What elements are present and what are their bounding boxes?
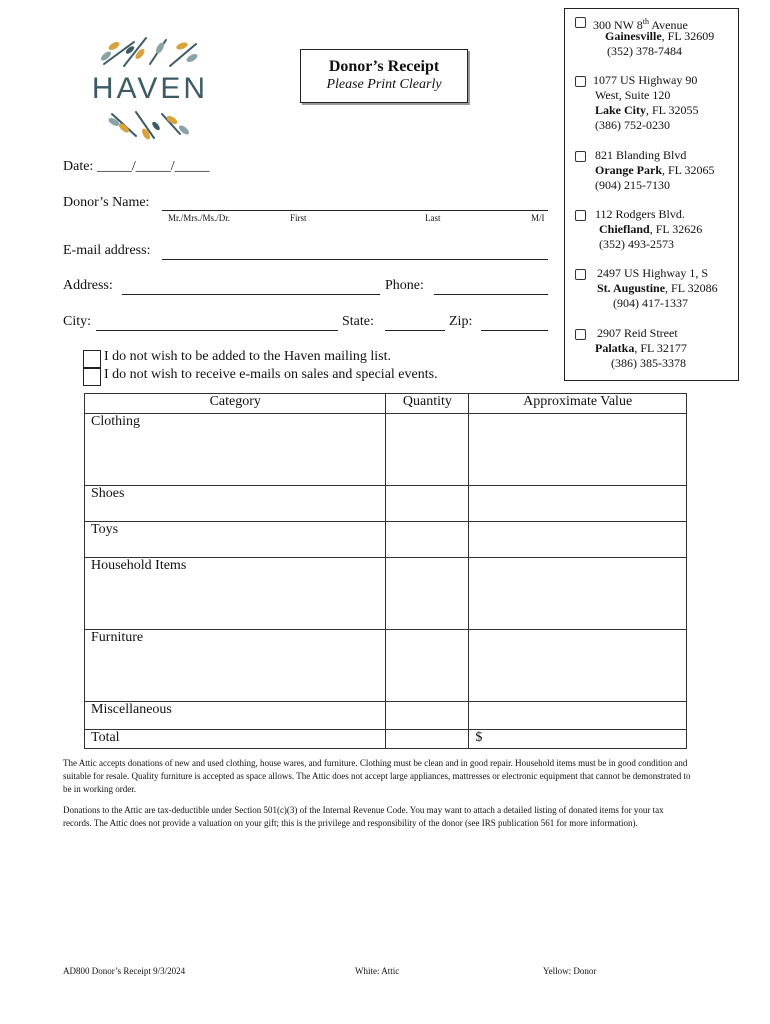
city-field[interactable] — [96, 330, 338, 331]
zip-field[interactable] — [481, 330, 548, 331]
name-first-hint: First — [290, 213, 307, 223]
location-option-lake-city[interactable] — [575, 73, 735, 135]
location-street: 300 NW 8th Avenue — [593, 17, 688, 32]
category-cell: Clothing — [85, 414, 386, 486]
address-label: Address: — [63, 278, 113, 293]
value-header: Approximate Value — [469, 394, 687, 414]
donor-name-label: Donor’s Name: — [63, 195, 150, 210]
location-option-palatka[interactable] — [575, 326, 735, 374]
quantity-cell[interactable] — [386, 522, 469, 558]
date-field[interactable]: Date: _____/_____/_____ — [63, 159, 210, 174]
tax-deduction-text: Donations to the Attic are tax-deductible under Section 501(c)(3) of the Internal Revenue Code. You may want to attach a detailed listing of donated items for your tax records. The Attic does not provide a valuation on your gift; this is the privilege and responsibility of the donor (see IRS publication 561 for more information). — [63, 805, 664, 828]
name-last-hint: Last — [425, 213, 441, 223]
table-row — [85, 630, 687, 702]
location-city: Lake City, FL 32055 — [595, 103, 699, 117]
address-field[interactable] — [122, 294, 380, 295]
total-value-cell[interactable]: $ — [469, 730, 687, 749]
location-street-2: West, Suite 120 — [595, 88, 671, 102]
table-row — [85, 414, 687, 486]
location-phone: (352) 378-7484 — [607, 44, 682, 58]
location-phone: (386) 752-0230 — [595, 118, 670, 132]
page-subtitle: Please Print Clearly — [326, 77, 442, 92]
location-checkbox[interactable] — [575, 329, 586, 340]
locations-box — [564, 8, 739, 381]
donor-name-field[interactable] — [162, 210, 548, 211]
total-label: Total — [85, 730, 386, 749]
city-label: City: — [63, 314, 92, 329]
location-city: Palatka, FL 32177 — [595, 341, 687, 355]
location-checkbox[interactable] — [575, 210, 586, 221]
name-prefix-hint: Mr./Mrs./Ms./Dr. — [168, 213, 231, 223]
location-phone: (352) 493-2573 — [599, 237, 674, 251]
location-city: Chiefland, FL 32626 — [599, 222, 703, 236]
location-option-gainesville[interactable] — [575, 14, 735, 64]
table-row — [85, 486, 687, 522]
quantity-header: Quantity — [386, 394, 469, 414]
name-mi-hint: M/I — [531, 213, 545, 223]
table-row — [85, 522, 687, 558]
category-cell: Miscellaneous — [85, 702, 386, 730]
state-field[interactable] — [385, 330, 445, 331]
value-cell[interactable] — [469, 486, 687, 522]
value-cell[interactable] — [469, 414, 687, 486]
table-row — [85, 702, 687, 730]
email-optout-label: I do not wish to receive e-mails on sales and special events. — [104, 367, 438, 382]
phone-label: Phone: — [385, 278, 424, 293]
location-phone: (904) 215-7130 — [595, 178, 670, 192]
category-header: Category — [85, 394, 386, 414]
total-quantity-cell[interactable] — [386, 730, 469, 749]
donation-table — [84, 393, 687, 749]
location-street: 2907 Reid Street — [597, 326, 678, 340]
location-city: St. Augustine, FL 32086 — [597, 281, 718, 295]
category-cell: Furniture — [85, 630, 386, 702]
location-city: Orange Park, FL 32065 — [595, 163, 715, 177]
mailing-list-optout-checkbox[interactable] — [83, 350, 101, 368]
table-row — [85, 558, 687, 630]
state-label: State: — [342, 314, 374, 329]
location-option-chiefland[interactable] — [575, 207, 735, 255]
location-street: 821 Blanding Blvd — [595, 148, 687, 162]
quantity-cell[interactable] — [386, 702, 469, 730]
category-cell: Household Items — [85, 558, 386, 630]
zip-label: Zip: — [449, 314, 473, 329]
white-copy-label: White: Attic — [355, 966, 400, 976]
category-cell: Toys — [85, 522, 386, 558]
category-cell: Shoes — [85, 486, 386, 522]
table-header-row — [85, 394, 687, 414]
quantity-cell[interactable] — [386, 630, 469, 702]
quantity-cell[interactable] — [386, 558, 469, 630]
email-label: E-mail address: — [63, 243, 151, 258]
location-phone: (386) 385-3378 — [611, 356, 686, 370]
location-street: 112 Rodgers Blvd. — [595, 207, 685, 221]
location-option-st-augustine[interactable] — [575, 266, 735, 314]
value-cell[interactable] — [469, 522, 687, 558]
acceptance-policy-text: The Attic accepts donations of new and used clothing, house wares, and furniture. Clothing must be clean and in good repair. Household items must be in good condition and suitable for resale. Quality furniture is accepted as space allows. The Attic does not accept large appliances, mattresses or electronic equipment that cannot be demonstrated to be in working order. — [63, 758, 691, 794]
yellow-copy-label: Yellow: Donor — [543, 966, 597, 976]
page-title: Donor’s Receipt — [328, 58, 440, 75]
quantity-cell[interactable] — [386, 486, 469, 522]
email-field[interactable] — [162, 259, 548, 260]
value-cell[interactable] — [469, 558, 687, 630]
value-cell[interactable] — [469, 702, 687, 730]
location-checkbox[interactable] — [575, 269, 586, 280]
quantity-cell[interactable] — [386, 414, 469, 486]
location-street: 2497 US Highway 1, S — [597, 266, 709, 280]
location-checkbox[interactable] — [575, 76, 586, 87]
form-id: AD800 Donor’s Receipt 9/3/2024 — [63, 966, 186, 976]
phone-field[interactable] — [434, 294, 548, 295]
haven-logo — [84, 34, 216, 142]
logo-wordmark: HAVEN — [91, 72, 209, 105]
email-optout-checkbox[interactable] — [83, 368, 101, 386]
location-checkbox[interactable] — [575, 151, 586, 162]
mailing-list-optout-label: I do not wish to be added to the Haven mailing list. — [104, 349, 391, 364]
location-city: Gainesville, FL 32609 — [605, 29, 715, 43]
location-street: 1077 US Highway 90 — [593, 73, 698, 87]
total-row — [85, 730, 687, 749]
location-phone: (904) 417-1337 — [613, 296, 688, 310]
title-box — [300, 49, 468, 103]
location-checkbox[interactable] — [575, 17, 586, 28]
value-cell[interactable] — [469, 630, 687, 702]
location-option-orange-park[interactable] — [575, 148, 735, 196]
